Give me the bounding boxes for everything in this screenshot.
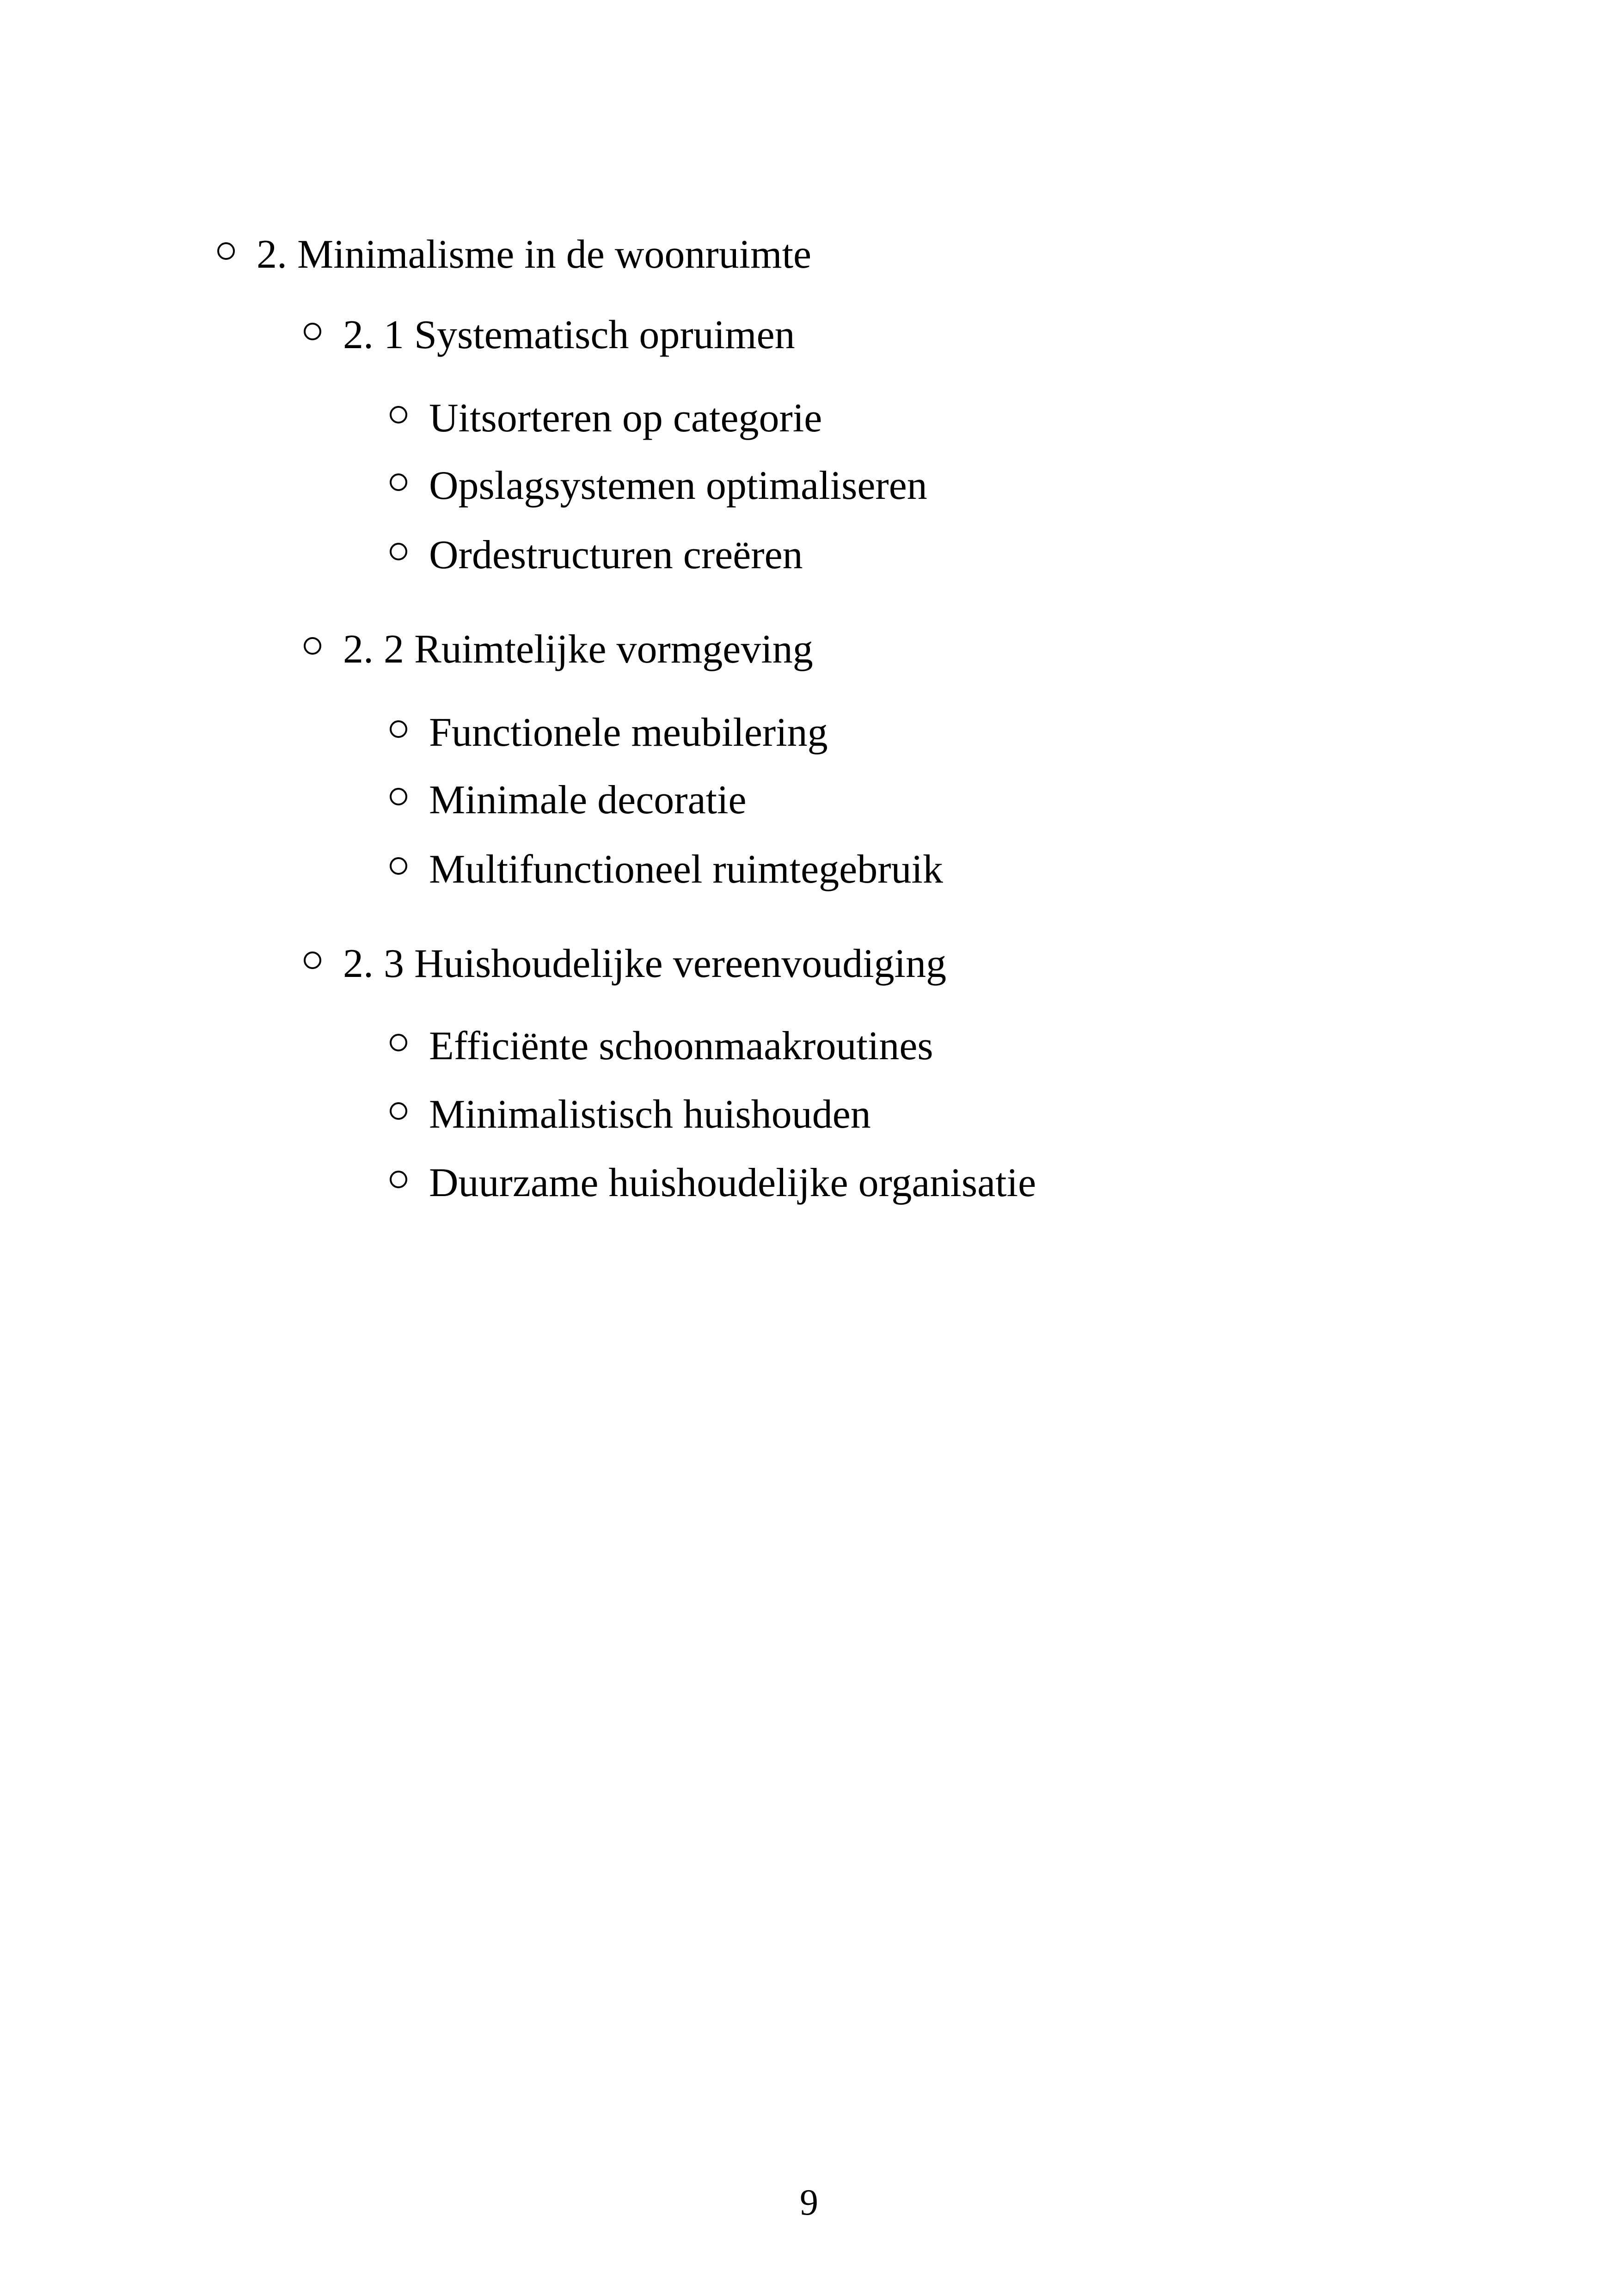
page-number: 9: [800, 2182, 818, 2223]
list-item-text: Multifunctioneel ruimtegebruik: [429, 847, 943, 892]
hollow-circle-bullet-icon: [390, 543, 407, 560]
hollow-circle-bullet-icon: [390, 788, 407, 805]
subsection-heading-text: 2. 2 Ruimtelijke vormgeving: [343, 627, 813, 672]
hollow-circle-bullet-icon: [390, 1102, 407, 1120]
hollow-circle-bullet-icon: [304, 637, 321, 655]
subsection-heading-text: 2. 1 Systematisch opruimen: [343, 313, 795, 357]
list-item-text: Opslagsystemen optimaliseren: [429, 463, 927, 508]
list-item-text: Minimale decoratie: [429, 778, 747, 823]
hollow-circle-bullet-icon: [390, 720, 407, 738]
hollow-circle-bullet-icon: [390, 473, 407, 491]
section-heading-text: 2. Minimalisme in de woonruimte: [257, 232, 812, 277]
hollow-circle-bullet-icon: [304, 952, 321, 969]
hollow-circle-bullet-icon: [304, 323, 321, 340]
list-item-text: Duurzame huishoudelijke organisatie: [429, 1160, 1036, 1205]
hollow-circle-bullet-icon: [390, 1171, 407, 1188]
subsection-heading-text: 2. 3 Huishoudelijke vereenvoudiging: [343, 941, 947, 986]
list-item-text: Functionele meubilering: [429, 710, 828, 755]
hollow-circle-bullet-icon: [390, 857, 407, 875]
list-item-text: Ordestructuren creëren: [429, 533, 803, 577]
hollow-circle-bullet-icon: [390, 406, 407, 424]
hollow-circle-bullet-icon: [217, 242, 235, 260]
list-item-text: Uitsorteren op categorie: [429, 396, 822, 441]
hollow-circle-bullet-icon: [390, 1034, 407, 1051]
list-item-text: Efficiënte schoonmaakroutines: [429, 1024, 933, 1068]
list-item-text: Minimalistisch huishouden: [429, 1092, 871, 1137]
